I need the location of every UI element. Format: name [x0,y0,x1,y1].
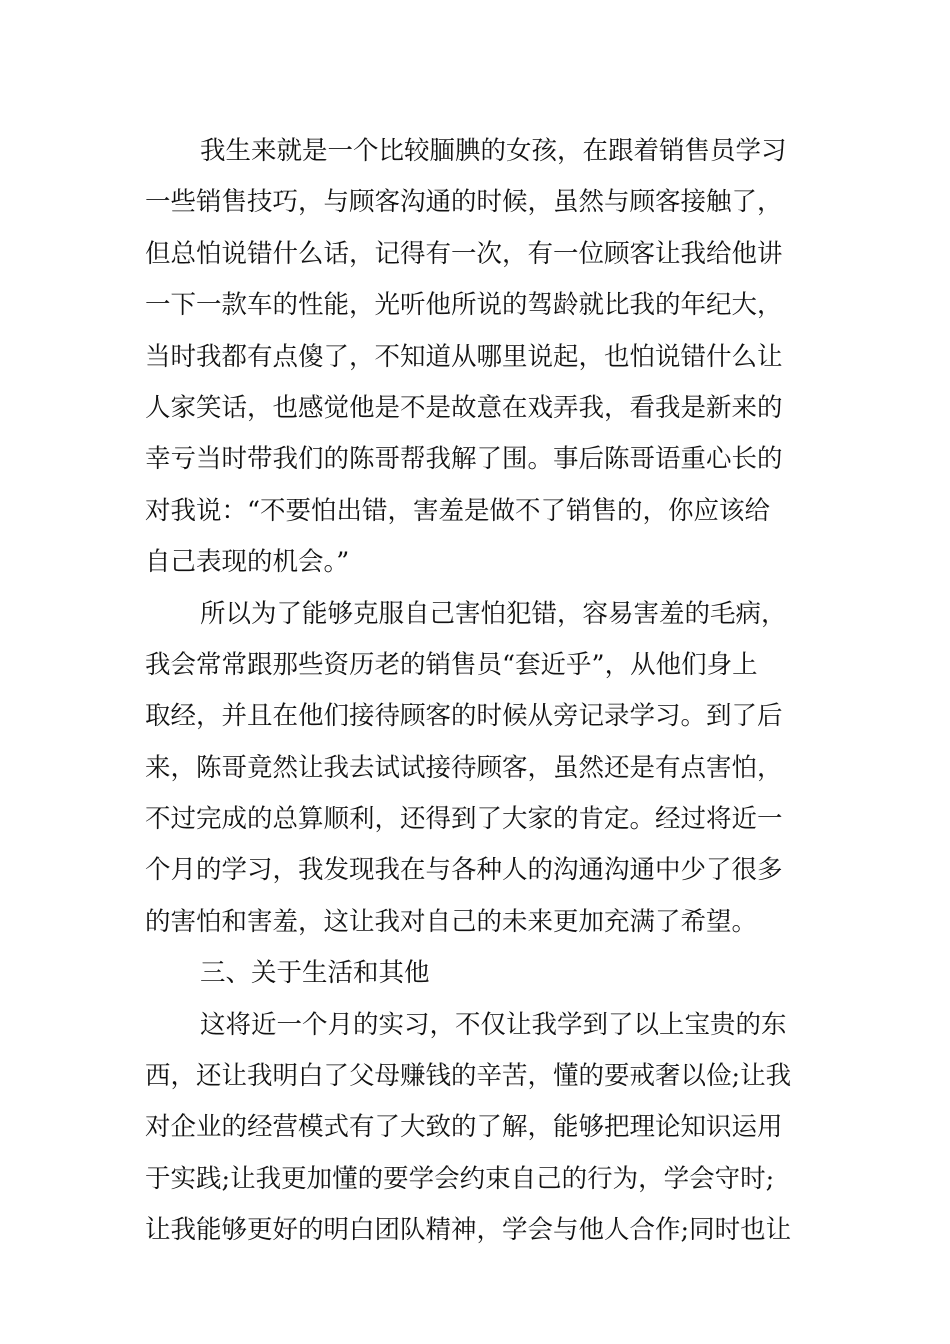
text-line: 但总怕说错什么话，记得有一次，有一位顾客让我给他讲 [145,238,783,269]
text-line: 所以为了能够克服自己害怕犯错，容易害羞的毛病， [200,598,787,629]
text-line: 一些销售技巧，与顾客沟通的时候，虽然与顾客接触了， [145,187,783,218]
text-line: 来，陈哥竟然让我去试试接待顾客，虽然还是有点害怕， [145,752,783,783]
text-line: 我生来就是一个比较腼腆的女孩，在跟着销售员学习 [200,136,787,166]
text-line: 于实践;让我更加懂的要学会约束自己的行为，学会守时; [145,1163,775,1194]
body-text [145,126,805,1257]
text-line: 这将近一个月的实习，不仅让我学到了以上宝贵的东 [200,1009,787,1040]
text-line: 三、关于生活和其他 [200,958,430,989]
text-line: 对企业的经营模式有了大致的了解，能够把理论知识运用 [145,1112,783,1143]
text-line: 人家笑话，也感觉他是不是故意在戏弄我，看我是新来的 [145,392,783,423]
text-line: 一下一款车的性能，光听他所说的驾龄就比我的年纪大， [145,290,783,321]
text-line: 幸亏当时带我们的陈哥帮我解了围。事后陈哥语重心长的 [145,444,783,475]
text-line: 的害怕和害羞，这让我对自己的未来更加充满了希望。 [145,906,758,937]
text-line: 让我能够更好的明白团队精神，学会与他人合作;同时也让 [145,1215,792,1246]
text-line: 不过完成的总算顺利，还得到了大家的肯定。经过将近一 [145,804,783,835]
text-line: 自己表现的机会。” [145,547,350,578]
text-line: 对我说：“不要怕出错，害羞是做不了销售的，你应该给 [145,495,771,526]
text-line: 当时我都有点傻了，不知道从哪里说起，也怕说错什么让 [145,341,783,372]
text-line: 西，还让我明白了父母赚钱的辛苦，懂的要戒奢以俭;让我 [145,1061,792,1092]
text-line: 我会常常跟那些资历老的销售员“套近乎”，从他们身上 [145,649,758,680]
text-line: 个月的学习，我发现我在与各种人的沟通沟通中少了很多 [145,855,783,886]
text-line: 取经，并且在他们接待顾客的时候从旁记录学习。到了后 [145,701,783,732]
